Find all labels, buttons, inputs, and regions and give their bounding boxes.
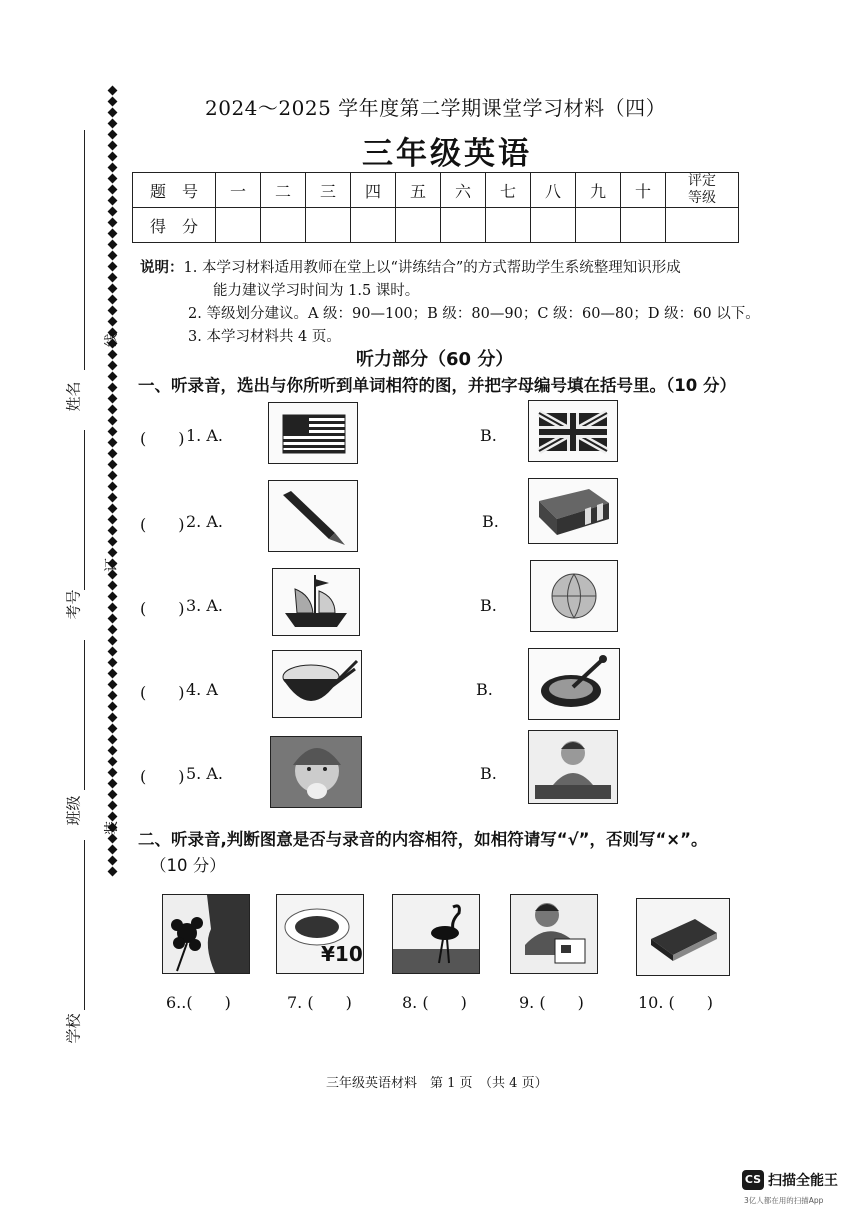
diamond-mark	[107, 647, 117, 657]
col-1: 一	[216, 173, 261, 208]
q2-option-b-label: B.	[482, 512, 499, 531]
q5-number: 5. A.	[186, 764, 223, 783]
score-cell-4[interactable]	[351, 208, 396, 243]
subject-title: 三年级英语	[362, 136, 532, 172]
q4-option-a-rice-bowl-icon	[272, 650, 362, 718]
diamond-mark	[107, 86, 117, 96]
col-4: 四	[351, 173, 396, 208]
diamond-mark	[107, 460, 117, 470]
col-5: 五	[396, 173, 441, 208]
document-title: 2024～2025 学年度第二学期课堂学习材料（四）	[205, 96, 667, 120]
col-9: 九	[576, 173, 621, 208]
diamond-mark	[107, 669, 117, 679]
eraser-icon	[529, 479, 617, 543]
diamond-mark	[107, 130, 117, 140]
diamond-mark	[107, 636, 117, 646]
diamond-mark	[107, 504, 117, 514]
diamond-mark	[107, 218, 117, 228]
note-3: 3. 本学习材料共 4 页。	[188, 329, 341, 345]
girl-eating-icon	[271, 737, 361, 807]
diamond-mark	[107, 273, 117, 283]
diamond-mark	[107, 768, 117, 778]
uk-flag-icon	[529, 401, 617, 461]
q7-price-tag: ¥10	[321, 942, 363, 966]
q1-number: 1. A.	[186, 426, 223, 445]
seam-bind-char: 订	[104, 558, 120, 572]
diamond-mark	[107, 185, 117, 195]
diamond-mark	[107, 97, 117, 107]
notes-label: 说明：	[140, 259, 184, 276]
food-plate-icon	[277, 895, 363, 973]
col-7: 七	[486, 173, 531, 208]
diamond-mark	[107, 372, 117, 382]
q3-option-b-ball-icon	[530, 560, 618, 632]
diamond-mark	[107, 779, 117, 789]
name-line	[84, 130, 85, 370]
diamond-mark	[107, 174, 117, 184]
q8-answer[interactable]: 8. ( )	[402, 993, 467, 1012]
diamond-mark	[107, 394, 117, 404]
diamond-mark	[107, 119, 117, 129]
q10-answer[interactable]: 10. ( )	[638, 993, 714, 1012]
grade-label-2: 等级	[688, 190, 716, 206]
class-label: 班级	[64, 795, 83, 826]
section2-heading: 二、听录音,判断图意是否与录音的内容相符，如相符请写“√”，否则写“×”。	[138, 830, 708, 849]
q9-boy-drawing-icon	[510, 894, 598, 974]
diamond-mark	[107, 482, 117, 492]
col-8: 八	[531, 173, 576, 208]
diamond-mark	[107, 867, 117, 877]
diamond-mark	[107, 141, 117, 151]
class-line	[84, 640, 85, 790]
q1-option-a-us-flag-icon	[268, 402, 358, 464]
diamond-mark	[107, 702, 117, 712]
diamond-mark	[107, 207, 117, 217]
q3-number: 3. A.	[186, 596, 223, 615]
diamond-mark	[107, 350, 117, 360]
diamond-mark	[107, 361, 117, 371]
diamond-mark	[107, 295, 117, 305]
diamond-mark	[107, 680, 117, 690]
q3-option-b-label: B.	[480, 596, 497, 615]
diamond-mark	[107, 284, 117, 294]
diamond-mark	[107, 306, 117, 316]
q4-option-b-soup-bowl-icon	[528, 648, 620, 720]
soup-bowl-icon	[529, 649, 619, 719]
q4-bracket[interactable]: ( )	[140, 683, 185, 702]
exam-no-line	[84, 430, 85, 590]
diamond-mark	[107, 625, 117, 635]
q4-option-b-label: B.	[476, 680, 493, 699]
q1-option-b-label: B.	[480, 426, 497, 445]
grade-cell[interactable]	[666, 208, 739, 243]
score-cell-7[interactable]	[486, 208, 531, 243]
diamond-mark	[107, 801, 117, 811]
diamond-mark	[107, 614, 117, 624]
boy-drawing-icon	[511, 895, 597, 973]
school-label: 学校	[64, 1013, 83, 1044]
diamond-mark	[107, 592, 117, 602]
grade-label-1: 评定	[688, 173, 716, 189]
score-cell-8[interactable]	[531, 208, 576, 243]
diamond-mark	[107, 196, 117, 206]
q1-option-b-uk-flag-icon	[528, 400, 618, 462]
diamond-mark	[107, 240, 117, 250]
boy-at-desk-icon	[529, 731, 617, 803]
q1-bracket[interactable]: ( )	[140, 429, 185, 448]
q5-option-b-label: B.	[480, 764, 497, 783]
page-footer: 三年级英语材料 第 1 页 （共 4 页）	[326, 1076, 548, 1091]
q5-bracket[interactable]: ( )	[140, 767, 185, 786]
smelling-flower-icon	[163, 895, 249, 973]
col-3: 三	[306, 173, 351, 208]
q10-book-icon	[636, 898, 730, 976]
diamond-mark	[107, 427, 117, 437]
note-1-cont: 能力建议学习时间为 1.5 课时。	[213, 283, 420, 299]
diamond-mark	[107, 757, 117, 767]
diamond-mark	[107, 658, 117, 668]
diamond-mark	[107, 493, 117, 503]
us-flag-icon	[269, 403, 357, 463]
diamond-mark	[107, 537, 117, 547]
diamond-mark	[107, 812, 117, 822]
diamond-mark	[107, 691, 117, 701]
grade-label	[666, 173, 739, 208]
score-cell-2[interactable]	[261, 208, 306, 243]
diamond-mark	[107, 713, 117, 723]
q2-option-b-eraser-icon	[528, 478, 618, 544]
diamond-mark	[107, 229, 117, 239]
diamond-mark	[107, 449, 117, 459]
q5-option-a-girl-eating-icon	[270, 736, 362, 808]
flamingo-icon	[393, 895, 479, 973]
exam-no-label: 考号	[64, 589, 83, 620]
diamond-mark	[107, 152, 117, 162]
q2-number: 2. A.	[186, 512, 223, 531]
col-6: 六	[441, 173, 486, 208]
section1-heading: 一、听录音，选出与你所听到单词相符的图，并把字母编号填在括号里。（10 分）	[138, 376, 736, 395]
diamond-mark	[107, 416, 117, 426]
diamond-mark	[107, 746, 117, 756]
diamond-mark	[107, 856, 117, 866]
diamond-mark	[107, 603, 117, 613]
diamond-mark	[107, 471, 117, 481]
q5-option-b-boy-at-desk-icon	[528, 730, 618, 804]
diamond-mark	[107, 251, 117, 261]
q3-option-a-ship-icon	[272, 568, 360, 636]
diamond-mark	[107, 405, 117, 415]
col-10: 十	[621, 173, 666, 208]
camscanner-logo: CS	[742, 1170, 764, 1190]
binding-diamond-border	[105, 84, 119, 1080]
q8-flamingo-icon	[392, 894, 480, 974]
q2-bracket[interactable]: ( )	[140, 515, 185, 534]
diamond-mark	[107, 548, 117, 558]
school-line	[84, 840, 85, 1010]
listening-title: 听力部分（60 分）	[356, 349, 514, 370]
seam-install-char: 装	[104, 821, 120, 835]
note-1: 1. 本学习材料适用教师在堂上以“讲练结合”的方式帮助学生系统整理知识形成	[183, 260, 681, 276]
score-table-score-row	[133, 208, 739, 243]
diamond-mark	[107, 834, 117, 844]
diamond-mark	[107, 515, 117, 525]
score-cell-9[interactable]	[576, 208, 621, 243]
diamond-mark	[107, 262, 117, 272]
name-label: 姓名	[64, 381, 83, 412]
scanner-name: 扫描全能王	[768, 1173, 838, 1189]
seam-line-char: 线	[104, 333, 120, 347]
q3-bracket[interactable]: ( )	[140, 599, 185, 618]
diamond-mark	[107, 790, 117, 800]
diamond-mark	[107, 724, 117, 734]
note-2: 2. 等级划分建议。A 级：90—100；B 级：80—90；C 级：60—80；D 级：60 以下。	[188, 306, 760, 322]
book-icon	[637, 899, 729, 975]
q4-number: 4. A	[186, 680, 218, 699]
ship-icon	[273, 569, 359, 635]
ball-icon	[531, 561, 617, 631]
diamond-mark	[107, 317, 117, 327]
fountain-pen-icon	[269, 481, 357, 551]
q2-option-a-fountain-pen-icon	[268, 480, 358, 552]
diamond-mark	[107, 581, 117, 591]
q9-answer[interactable]: 9. ( )	[519, 993, 584, 1012]
diamond-mark	[107, 735, 117, 745]
diamond-mark	[107, 163, 117, 173]
section2-score: （10 分）	[150, 856, 226, 875]
col-2: 二	[261, 173, 306, 208]
diamond-mark	[107, 438, 117, 448]
score-label: 得 分	[133, 208, 216, 243]
diamond-mark	[107, 526, 117, 536]
diamond-mark	[107, 845, 117, 855]
score-cell-1[interactable]	[216, 208, 261, 243]
diamond-mark	[107, 383, 117, 393]
question-number-label: 题 号	[133, 173, 216, 208]
diamond-mark	[107, 108, 117, 118]
q6-smelling-flower-icon	[162, 894, 250, 974]
scanner-tagline: 3亿人都在用的扫描App	[744, 1196, 824, 1205]
q7-food-plate-icon	[276, 894, 364, 974]
q6-answer[interactable]: 6..( )	[166, 993, 231, 1012]
score-cell-6[interactable]	[441, 208, 486, 243]
rice-bowl-icon	[273, 651, 361, 717]
score-cell-3[interactable]	[306, 208, 351, 243]
notes	[140, 256, 760, 349]
score-cell-5[interactable]	[396, 208, 441, 243]
score-cell-10[interactable]	[621, 208, 666, 243]
score-table-header-row	[133, 173, 739, 208]
score-table	[132, 172, 739, 243]
q7-answer[interactable]: 7. ( )	[287, 993, 352, 1012]
